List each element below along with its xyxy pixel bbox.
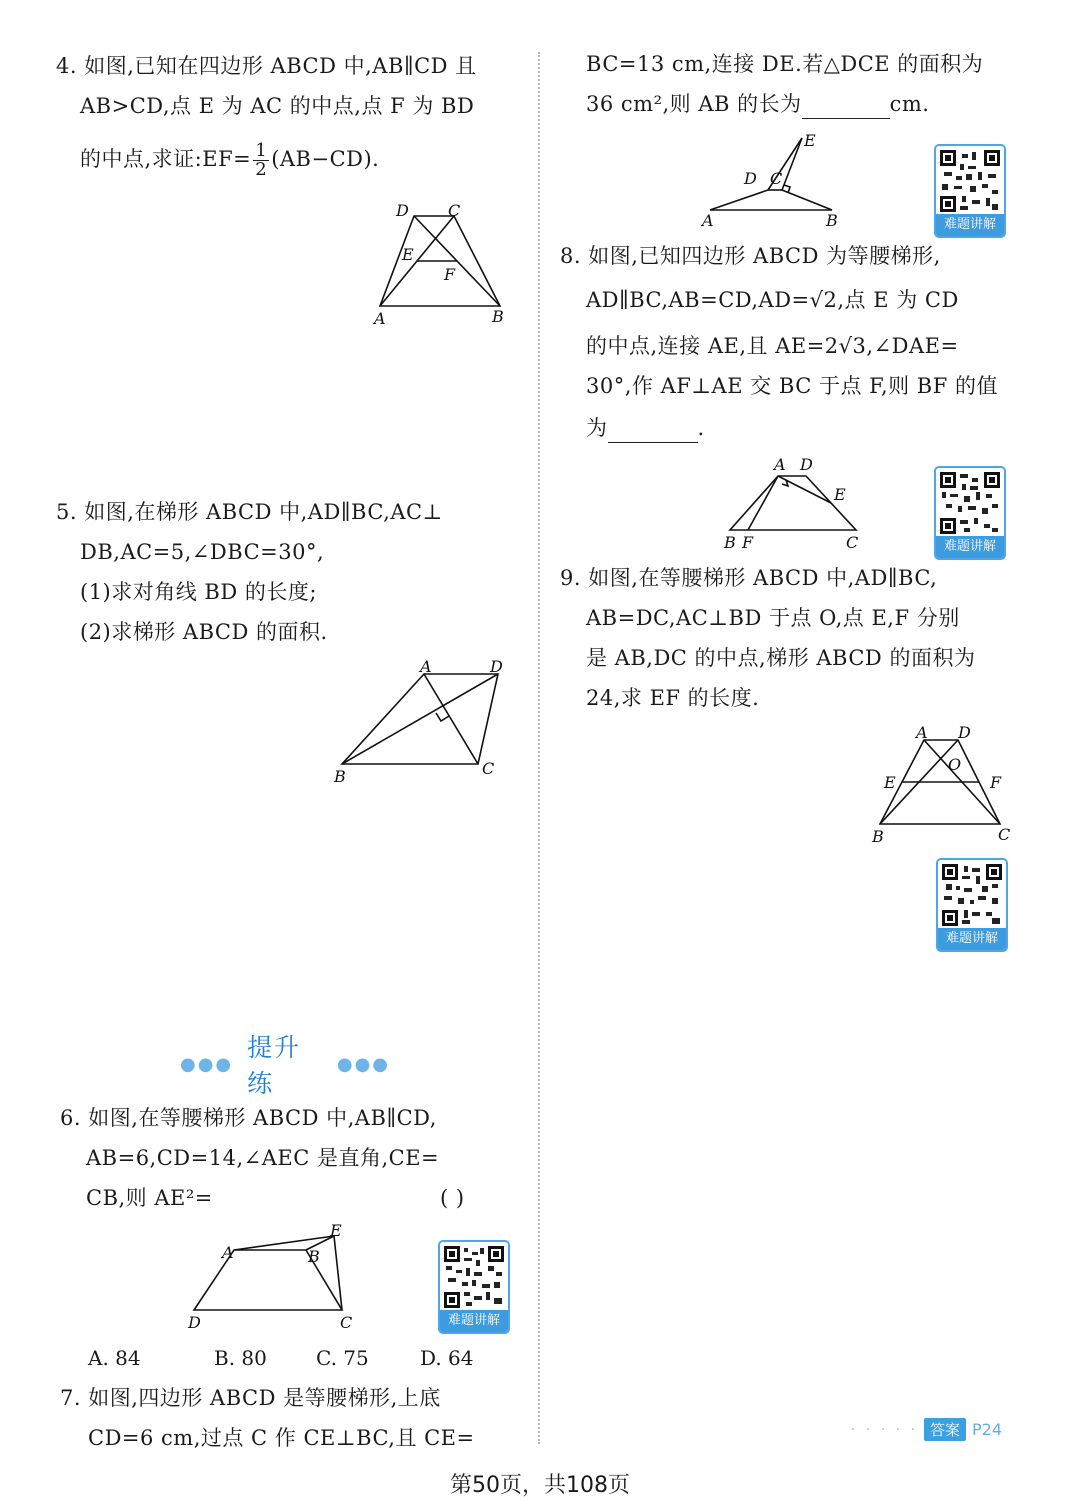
q8-figure xyxy=(716,450,866,552)
q7-line4 xyxy=(586,90,929,119)
answer-reference[interactable] xyxy=(851,1418,1002,1441)
q8-label-b: B xyxy=(724,533,736,552)
q4-label-c: C xyxy=(448,201,461,220)
qr-code-q8[interactable] xyxy=(934,466,1006,560)
qr-pattern-icon xyxy=(444,1246,504,1308)
q6-line2: AB=6,CD=14,∠AEC 是直角,CE= xyxy=(86,1146,440,1170)
answer-page-number: P24 xyxy=(971,1420,1002,1439)
qr-caption: 难题讲解 xyxy=(936,536,1004,558)
q9-line3: 是 AB,DC 的中点,梯形 ABCD 的面积为 xyxy=(586,646,976,670)
q6-trapezoid xyxy=(194,1250,342,1310)
q8-label-f: F xyxy=(742,533,754,552)
q7-label-e: E xyxy=(804,131,816,150)
q7-leg-cb xyxy=(782,190,832,210)
q4-label-f: F xyxy=(444,265,456,284)
qr-code-q6[interactable] xyxy=(438,1240,510,1334)
section-heading xyxy=(180,1033,390,1098)
q9-label-d: D xyxy=(958,723,971,742)
q7-figure xyxy=(696,128,856,232)
q8-label-c: C xyxy=(846,533,859,552)
section-dots-right: ●●● xyxy=(336,1053,390,1075)
q5-figure xyxy=(328,654,518,786)
q4-line1: 4. 如图,已知在四边形 ABCD 中,AB∥CD 且 xyxy=(56,54,477,78)
q5-label-a: A xyxy=(420,657,432,676)
q8-label-e: E xyxy=(834,485,846,504)
q7-answer-blank[interactable] xyxy=(802,90,890,119)
q7-label-c: C xyxy=(770,169,783,188)
q6-label-d: D xyxy=(188,1313,201,1332)
q6-label-a: A xyxy=(222,1243,234,1262)
q4-label-b: B xyxy=(492,307,504,326)
q8-label-d: D xyxy=(800,455,813,474)
q7-line4-post: cm. xyxy=(889,92,930,116)
q6-option-d[interactable]: D. 64 xyxy=(420,1346,474,1370)
q5-line4: (2)求梯形 ABCD 的面积. xyxy=(80,620,328,644)
answer-badge: 答案 xyxy=(924,1418,966,1441)
q4-line3-pre: 的中点,求证:EF= xyxy=(80,147,252,171)
q8-line3: 的中点,连接 AE,且 AE=2√3,∠DAE= xyxy=(586,334,959,358)
q4-line3-post: (AB−CD). xyxy=(271,147,380,171)
q4-fraction xyxy=(253,142,269,179)
qr-code-q7[interactable] xyxy=(934,144,1006,238)
q5-line2: DB,AC=5,∠DBC=30°, xyxy=(80,540,325,564)
qr-caption: 难题讲解 xyxy=(440,1310,508,1332)
q4-line2: AB>CD,点 E 为 AC 的中点,点 F 为 BD xyxy=(80,94,475,118)
q5-line3: (1)求对角线 BD 的长度; xyxy=(80,580,317,604)
qr-code-q9[interactable] xyxy=(936,858,1008,952)
q8-line2: AD∥BC,AB=CD,AD=√2,点 E 为 CD xyxy=(586,288,959,312)
q8-line1: 8. 如图,已知四边形 ABCD 为等腰梯形, xyxy=(560,244,941,268)
q7-label-a: A xyxy=(702,211,714,230)
q7-label-d: D xyxy=(744,169,757,188)
q6-label-e: E xyxy=(330,1222,342,1240)
qr-pattern-icon xyxy=(942,864,1002,926)
qr-pattern-icon xyxy=(940,150,1000,212)
qr-pattern-icon xyxy=(940,472,1000,534)
section-dots-left: ●●● xyxy=(180,1053,234,1075)
q8-label-a: A xyxy=(774,455,786,474)
q6-figure xyxy=(182,1222,362,1334)
q8-right-angle-mark xyxy=(782,480,788,486)
q5-diagonal-bd xyxy=(342,674,498,764)
q4-figure xyxy=(360,196,520,332)
q9-label-a: A xyxy=(916,723,928,742)
q6-line1: 6. 如图,在等腰梯形 ABCD 中,AB∥CD, xyxy=(60,1106,437,1130)
q9-label-o: O xyxy=(948,755,962,774)
q6-option-a[interactable]: A. 84 xyxy=(88,1346,141,1370)
q4-line3 xyxy=(80,142,379,179)
q9-line4: 24,求 EF 的长度. xyxy=(586,686,760,710)
q8-answer-blank[interactable] xyxy=(608,414,698,443)
q4-label-e: E xyxy=(402,245,414,264)
q7-line4-pre: 36 cm²,则 AB 的长为 xyxy=(586,92,802,116)
q5-line1: 5. 如图,在梯形 ABCD 中,AD∥BC,AC⊥ xyxy=(56,500,443,524)
q4-label-a: A xyxy=(374,309,386,328)
q8-line5-post: . xyxy=(697,416,705,440)
q9-label-e: E xyxy=(884,773,896,792)
q5-label-b: B xyxy=(334,767,346,786)
q4-label-d: D xyxy=(396,201,409,220)
qr-caption: 难题讲解 xyxy=(936,214,1004,236)
q5-label-c: C xyxy=(482,759,495,778)
q8-line5 xyxy=(586,414,705,443)
q6-answer-paren: ( ) xyxy=(440,1186,465,1210)
q6-label-c: C xyxy=(340,1313,353,1332)
q5-label-d: D xyxy=(490,657,503,676)
q4-frac-den: 2 xyxy=(255,159,268,180)
q9-line2: AB=DC,AC⊥BD 于点 O,点 E,F 分别 xyxy=(586,606,960,630)
q8-segment-af xyxy=(748,476,778,530)
q7-line2: CD=6 cm,过点 C 作 CE⊥BC,且 CE= xyxy=(88,1426,475,1450)
q7-leg-ad xyxy=(710,190,768,210)
q5-diagonal-ac xyxy=(424,674,478,764)
q9-figure xyxy=(864,720,1020,848)
q5-right-angle-mark xyxy=(436,713,449,721)
q6-option-b[interactable]: B. 80 xyxy=(214,1346,267,1370)
q9-label-c: C xyxy=(998,825,1011,844)
column-divider xyxy=(538,52,540,1444)
answer-dot-leader: · · · · · xyxy=(850,1421,918,1438)
q6-line3: CB,则 AE²= xyxy=(86,1186,213,1210)
qr-caption: 难题讲解 xyxy=(938,928,1006,950)
q4-frac-num: 1 xyxy=(255,140,268,161)
q9-label-f: F xyxy=(990,773,1002,792)
q6-label-b: B xyxy=(308,1247,320,1266)
q7-label-b: B xyxy=(826,211,838,230)
q6-option-c[interactable]: C. 75 xyxy=(316,1346,369,1370)
q8-line5-pre: 为 xyxy=(586,416,608,440)
q7-line3: BC=13 cm,连接 DE.若△DCE 的面积为 xyxy=(586,52,984,76)
q7-line1: 7. 如图,四边形 ABCD 是等腰梯形,上底 xyxy=(60,1386,441,1410)
q8-line4: 30°,作 AF⊥AE 交 BC 于点 F,则 BF 的值 xyxy=(586,374,998,398)
page-indicator: 第50页，共108页 xyxy=(450,1473,630,1498)
section-title: 提升练 xyxy=(247,1033,302,1098)
q9-label-b: B xyxy=(872,827,884,846)
q9-line1: 9. 如图,在等腰梯形 ABCD 中,AD∥BC, xyxy=(560,566,938,590)
